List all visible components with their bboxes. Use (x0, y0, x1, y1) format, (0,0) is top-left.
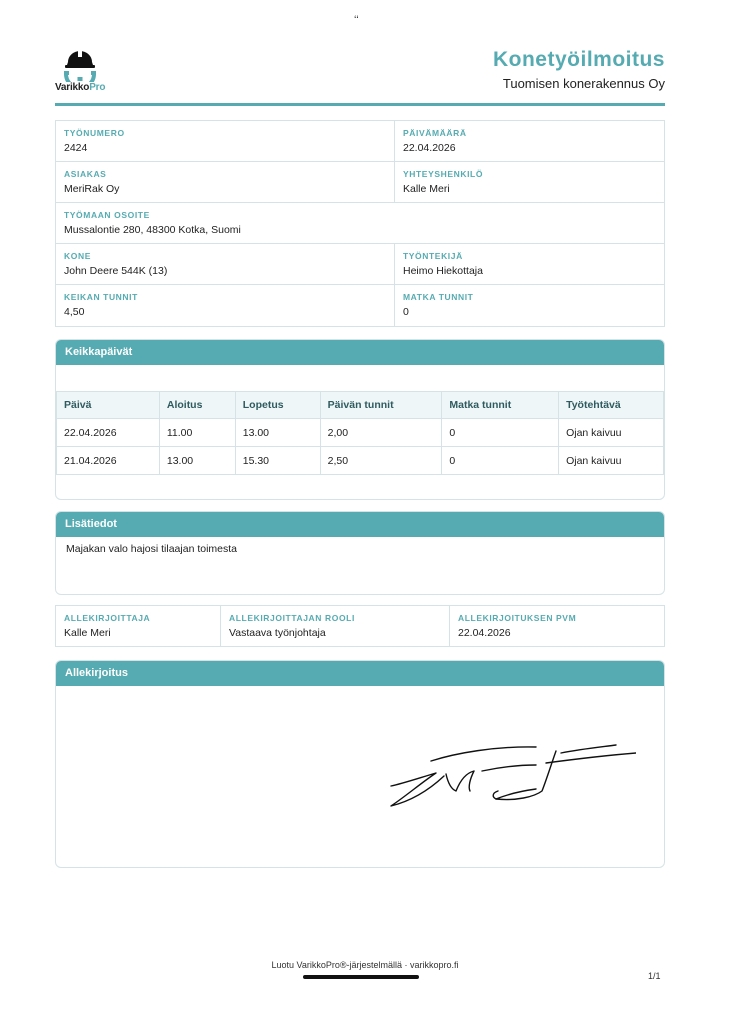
table-cell: Ojan kaivuu (559, 447, 664, 475)
signature-date-value: 22.04.2026 (458, 627, 511, 639)
worker-cell: TYÖNTEKIJÄ Heimo Hiekottaja (395, 244, 664, 284)
table-header-row (57, 392, 664, 419)
work-info-grid (55, 120, 665, 327)
gig-days-title: Keikkapäivät (56, 340, 664, 365)
table-cell: 15.30 (235, 447, 320, 475)
table-cell: 22.04.2026 (57, 419, 160, 447)
customer-cell: ASIAKAS MeriRak Oy (56, 162, 395, 202)
table-cell: 2,00 (320, 419, 442, 447)
gig-days-table (56, 391, 664, 475)
site-address-cell: TYÖMAAN OSOITE Mussalontie 280, 48300 Kotka, Suomi (56, 203, 664, 243)
machine-value: John Deere 544K (13) (64, 265, 168, 277)
table-cell: 11.00 (159, 419, 235, 447)
footer-text: Luotu VarikkoPro®-järjestelmällä · varikkopro.fi (271, 960, 459, 970)
additional-info-text: Majakan valo hajosi tilaajan toimesta (66, 543, 238, 555)
table-cell: 13.00 (159, 447, 235, 475)
handwritten-signature (386, 741, 636, 811)
signature-section (55, 660, 665, 868)
table-cell: 2,50 (320, 447, 442, 475)
signer-role-cell: ALLEKIRJOITTAJAN ROOLI Vastaava työnjohtaja (221, 606, 450, 646)
company-name: Tuomisen konerakennus Oy (502, 76, 665, 91)
table-cell: 0 (442, 447, 559, 475)
additional-info-title: Lisätiedot (56, 512, 664, 537)
date-value: 22.04.2026 (403, 142, 456, 154)
column-header: Lopetus (235, 392, 320, 419)
signature-date-cell: ALLEKIRJOITUKSEN PVM 22.04.2026 (450, 606, 664, 646)
work-number-cell: TYÖNUMERO 2424 (56, 121, 395, 161)
contact-cell: YHTEYSHENKILÖ Kalle Meri (395, 162, 664, 202)
worker-value: Heimo Hiekottaja (403, 265, 483, 277)
table-row (57, 447, 664, 475)
work-number-value: 2424 (64, 142, 88, 154)
top-mark: ‘‘ (354, 14, 359, 26)
document-title: Konetyöilmoitus (492, 48, 665, 71)
signer-name-cell: ALLEKIRJOITTAJA Kalle Meri (56, 606, 221, 646)
column-header: Päivä (57, 392, 160, 419)
home-indicator[interactable] (303, 975, 419, 979)
travel-hours-value: 0 (403, 306, 409, 318)
page-number: 1/1 (648, 971, 661, 981)
table-cell: 21.04.2026 (57, 447, 160, 475)
machine-cell: KONE John Deere 544K (13) (56, 244, 395, 284)
gig-days-section (55, 339, 665, 500)
logo-wordmark: VarikkoPro (55, 82, 106, 93)
gig-hours-cell: KEIKAN TUNNIT 4,50 (56, 285, 395, 326)
column-header: Aloitus (159, 392, 235, 419)
date-cell: PÄIVÄMÄÄRÄ 22.04.2026 (395, 121, 664, 161)
table-row (57, 419, 664, 447)
table-cell: 13.00 (235, 419, 320, 447)
column-header: Työtehtävä (559, 392, 664, 419)
table-cell: 0 (442, 419, 559, 447)
document-header (55, 42, 665, 106)
column-header: Matka tunnit (442, 392, 559, 419)
signature-title: Allekirjoitus (56, 661, 664, 686)
contact-value: Kalle Meri (403, 183, 450, 195)
site-address-value: Mussalontie 280, 48300 Kotka, Suomi (64, 224, 241, 236)
signer-name-value: Kalle Meri (64, 627, 111, 639)
column-header: Päivän tunnit (320, 392, 442, 419)
additional-info-section (55, 511, 665, 595)
company-logo (55, 42, 115, 98)
table-cell: Ojan kaivuu (559, 419, 664, 447)
gear-helmet-icon (60, 44, 100, 82)
customer-value: MeriRak Oy (64, 183, 120, 195)
travel-hours-cell: MATKA TUNNIT 0 (395, 285, 664, 326)
signer-role-value: Vastaava työnjohtaja (229, 627, 326, 639)
signer-info-grid (55, 605, 665, 647)
gig-hours-value: 4,50 (64, 306, 85, 318)
